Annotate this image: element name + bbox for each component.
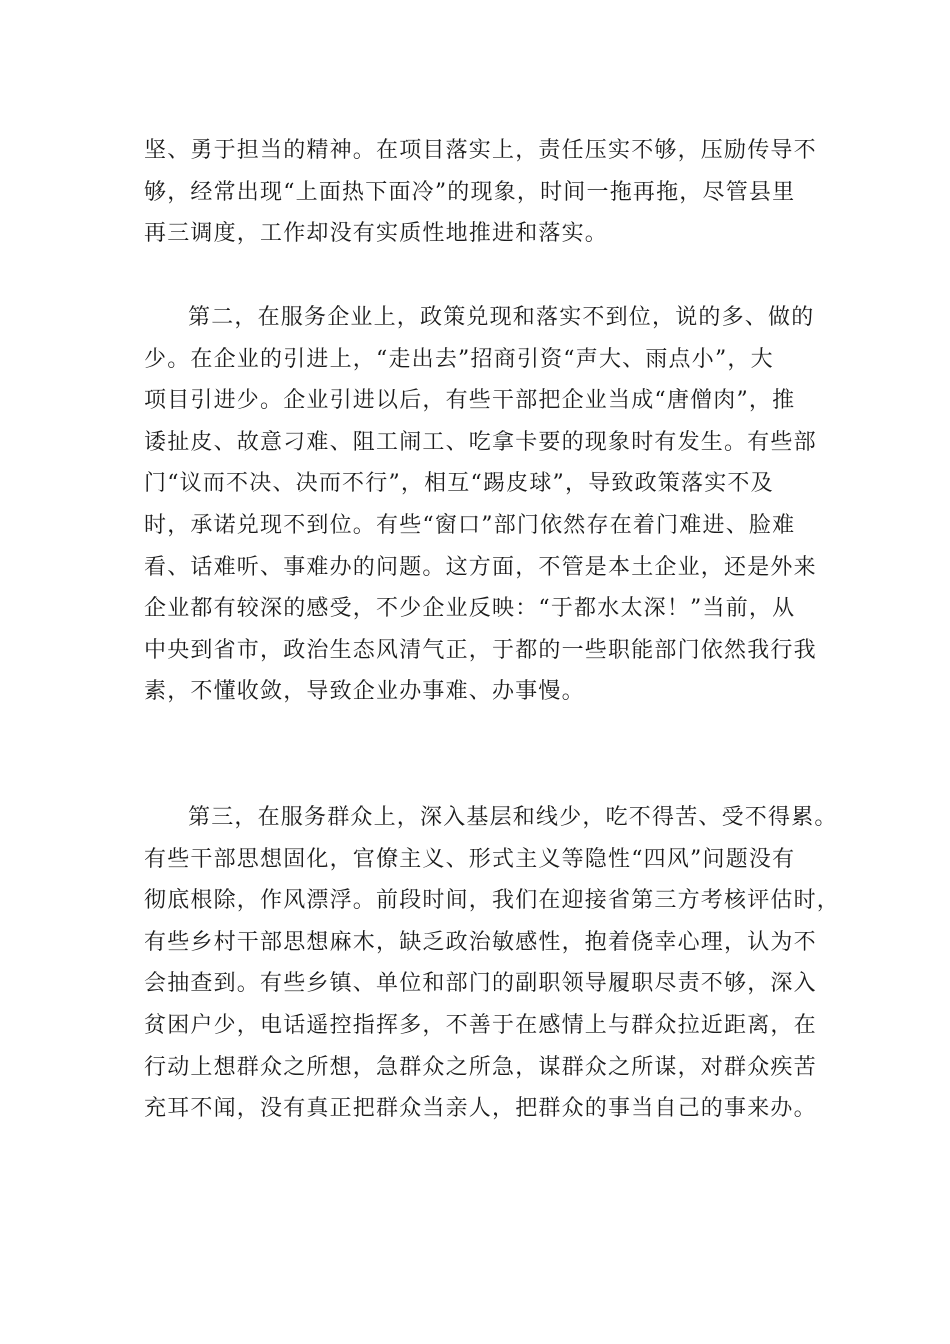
paragraph-3-line-4: 有些乡村干部思想麻木，缺乏政治敏感性，抱着侥幸心理，认为不 (144, 929, 817, 955)
paragraph-2-line-2: 少。在企业的引进上，“走出去”招商引资“声大、雨点小”，大 (144, 346, 774, 372)
paragraph-2 (144, 297, 817, 713)
paragraph-2-line-1: 第二，在服务企业上，政策兑现和落实不到位，说的多、做的 (188, 305, 815, 330)
paragraph-1-line-1: 坚、勇于担当的精神。在项目落实上，责任压实不够，压励传导不 (144, 138, 817, 163)
paragraph-2-line-5: 门“议而不决、决而不行”，相互“踢皮球”，导致政策落实不及 (144, 471, 774, 497)
paragraph-2-line-7: 看、话难听、事难办的问题。这方面，不管是本土企业，还是外来 (144, 554, 817, 580)
paragraph-3-line-1: 第三，在服务群众上，深入基层和线少，吃不得苦、受不得累。 (188, 805, 838, 830)
paragraph-3-line-7: 行动上想群众之所想，急群众之所急，谋群众之所谋，对群众疾苦 (144, 1054, 817, 1080)
paragraph-3-line-6: 贫困户少，电话遥控指挥多，不善于在感情上与群众拉近距离，在 (144, 1012, 817, 1038)
paragraph-3-line-2: 有些干部思想固化，官僚主义、形式主义等隐性“四风”问题没有 (144, 846, 796, 872)
paragraph-2-line-4: 诿扯皮、故意刁难、阻工闹工、吃拿卡要的现象时有发生。有些部 (144, 429, 817, 455)
paragraph-3-line-8: 充耳不闻，没有真正把群众当亲人，把群众的事当自己的事来办。 (144, 1096, 817, 1122)
paragraph-2-line-3: 项目引进少。企业引进以后，有些干部把企业当成“唐僧肉”，推 (144, 388, 796, 414)
paragraph-1-line-2: 够，经常出现“上面热下面冷”的现象，时间一拖再拖，尽管县里 (144, 179, 796, 205)
paragraph-1-line-3: 再三调度，工作却没有实质性地推进和落实。 (144, 221, 609, 247)
paragraph-2-line-9: 中央到省市，政治生态风清气正，于都的一些职能部门依然我行我 (144, 637, 817, 663)
paragraph-1 (144, 130, 817, 255)
paragraph-3-line-5: 会抽查到。有些乡镇、单位和部门的副职领导履职尽责不够，深入 (144, 971, 817, 997)
paragraph-3-line-3: 彻底根除，作风漂浮。前段时间，我们在迎接省第三方考核评估时， (144, 888, 841, 914)
paragraph-2-line-8: 企业都有较深的感受，不少企业反映：“于都水太深！”当前，从 (144, 596, 796, 622)
paragraph-3 (144, 797, 841, 1130)
paragraph-2-line-6: 时，承诺兑现不到位。有些“窗口”部门依然存在着门难进、脸难 (144, 512, 796, 538)
paragraph-2-line-10: 素，不懂收敛，导致企业办事难、办事慢。 (144, 679, 585, 705)
